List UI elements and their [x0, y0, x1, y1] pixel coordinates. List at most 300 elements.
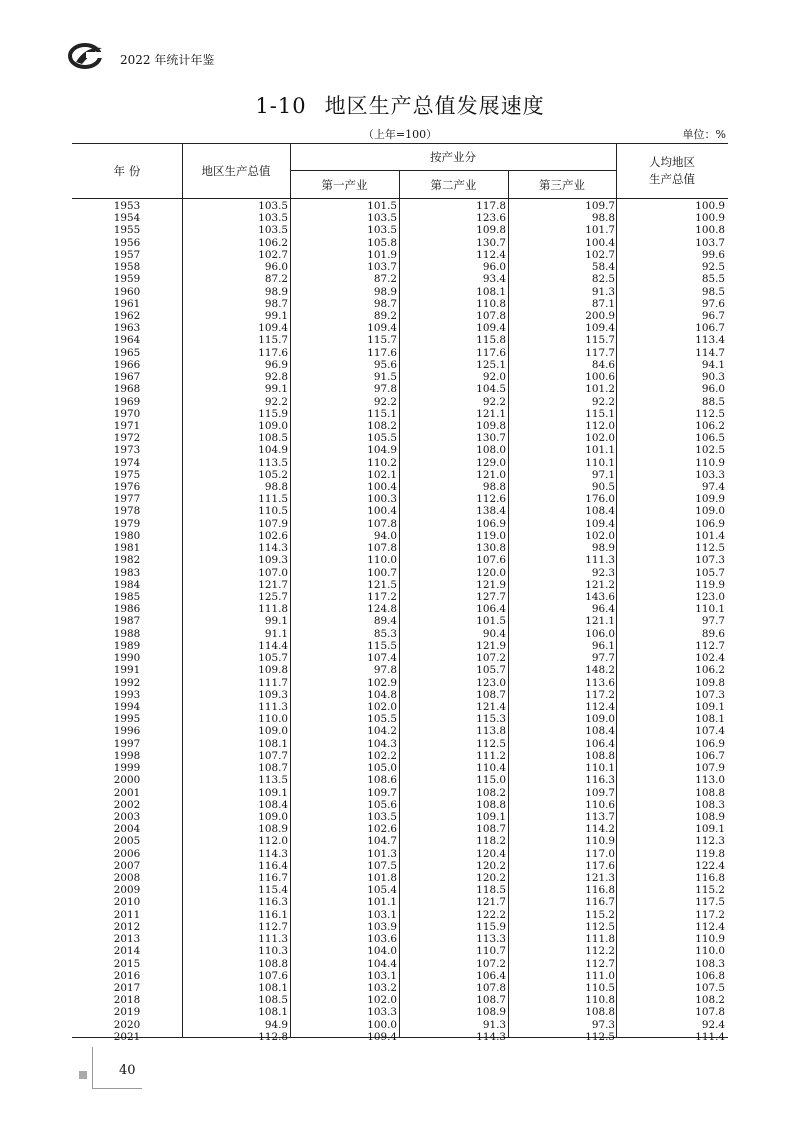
per-capita-cell: 85.5 [701, 273, 725, 286]
table-row [72, 1006, 728, 1018]
table-row [72, 921, 728, 933]
primary-cell: 104.3 [367, 737, 397, 750]
per-capita-cell: 109.8 [695, 676, 725, 689]
table-row [72, 396, 728, 408]
year-cell: 1973 [113, 444, 141, 457]
year-cell: 1958 [113, 261, 141, 274]
yearbook-title: 2022 年统计年鉴 [120, 53, 215, 67]
tertiary-cell: 101.7 [585, 224, 615, 237]
tertiary-cell: 96.4 [591, 603, 615, 616]
gdp-cell: 116.1 [258, 908, 288, 921]
tertiary-cell: 143.6 [585, 591, 615, 603]
per-capita-cell: 108.1 [695, 713, 725, 726]
secondary-cell: 109.4 [476, 322, 506, 335]
table-header [72, 143, 728, 199]
header-per-capita-line1: 人均地区 [649, 155, 695, 169]
year-cell: 1987 [113, 615, 141, 628]
per-capita-cell: 102.4 [695, 652, 725, 665]
year-cell: 1971 [113, 419, 141, 432]
year-cell: 1985 [113, 591, 141, 603]
tertiary-cell: 108.4 [585, 505, 615, 518]
tertiary-cell: 106.4 [585, 737, 615, 750]
secondary-cell: 115.0 [476, 774, 506, 787]
table-row [72, 481, 728, 493]
secondary-cell: 117.6 [476, 346, 506, 359]
tertiary-cell: 121.2 [585, 578, 615, 591]
gdp-cell: 98.8 [264, 481, 288, 494]
year-cell: 2005 [113, 835, 141, 848]
gdp-cell: 103.5 [258, 224, 288, 237]
primary-cell: 117.2 [367, 591, 397, 603]
year-cell: 1970 [113, 407, 141, 420]
tertiary-cell: 200.9 [585, 309, 615, 322]
tertiary-cell: 102.7 [585, 248, 615, 261]
gdp-cell: 105.2 [258, 468, 288, 481]
secondary-cell: 130.8 [476, 542, 506, 555]
year-cell: 1995 [113, 713, 141, 726]
primary-cell: 115.5 [367, 639, 397, 652]
tertiary-cell: 90.5 [591, 481, 615, 494]
gdp-cell: 107.0 [258, 566, 288, 579]
gdp-cell: 102.7 [258, 248, 288, 261]
tertiary-cell: 100.4 [585, 236, 615, 249]
primary-cell: 100.4 [367, 505, 397, 518]
secondary-cell: 115.3 [476, 713, 506, 726]
secondary-cell: 122.2 [476, 908, 506, 921]
tertiary-cell: 121.1 [585, 615, 615, 628]
secondary-cell: 107.2 [476, 652, 506, 665]
primary-cell: 104.2 [367, 725, 397, 738]
secondary-cell: 107.8 [476, 309, 506, 322]
gdp-cell: 114.3 [258, 847, 288, 860]
year-cell: 2001 [113, 786, 141, 799]
secondary-cell: 108.7 [476, 823, 506, 836]
per-capita-cell: 107.3 [695, 554, 725, 567]
secondary-cell: 108.2 [476, 786, 506, 799]
primary-cell: 110.0 [367, 554, 397, 567]
secondary-cell: 120.4 [476, 847, 506, 860]
secondary-cell: 104.5 [476, 383, 506, 396]
primary-cell: 101.5 [367, 200, 397, 212]
tertiary-cell: 110.8 [585, 994, 615, 1007]
table-row [72, 982, 728, 994]
per-capita-cell: 117.2 [695, 908, 725, 921]
year-cell: 1972 [113, 432, 141, 445]
per-capita-cell: 108.3 [695, 957, 725, 970]
primary-cell: 97.8 [373, 664, 397, 677]
primary-cell: 101.9 [367, 248, 397, 261]
primary-cell: 107.4 [367, 652, 397, 665]
per-capita-cell: 107.9 [695, 762, 725, 775]
table-row [72, 237, 728, 249]
table-row [72, 896, 728, 908]
table-row [72, 1019, 728, 1031]
tertiary-cell: 176.0 [585, 493, 615, 506]
secondary-cell: 117.8 [476, 200, 506, 212]
tertiary-cell: 82.5 [591, 273, 615, 286]
year-cell: 1994 [113, 700, 141, 713]
primary-cell: 105.8 [367, 236, 397, 249]
table-subtitle: （上年=100） [362, 128, 438, 141]
secondary-cell: 96.0 [482, 261, 506, 274]
table-rows [72, 200, 728, 1043]
table-row [72, 530, 728, 542]
primary-cell: 109.7 [367, 786, 397, 799]
gdp-cell: 111.3 [258, 700, 288, 713]
primary-cell: 95.6 [373, 358, 397, 371]
year-cell: 1979 [113, 517, 141, 530]
per-capita-cell: 103.7 [695, 236, 725, 249]
table-row [72, 432, 728, 444]
primary-cell: 101.1 [367, 896, 397, 909]
primary-cell: 104.7 [367, 835, 397, 848]
secondary-cell: 121.0 [476, 468, 506, 481]
gdp-cell: 107.6 [258, 969, 288, 982]
tertiary-cell: 111.8 [585, 933, 615, 946]
primary-cell: 115.7 [367, 334, 397, 347]
primary-cell: 102.6 [367, 823, 397, 836]
per-capita-cell: 106.5 [695, 432, 725, 445]
year-cell: 1981 [113, 542, 141, 555]
gdp-cell: 96.0 [264, 261, 288, 274]
per-capita-cell: 110.9 [695, 933, 725, 946]
table-row [72, 505, 728, 517]
secondary-cell: 90.4 [482, 627, 506, 640]
primary-cell: 104.8 [367, 688, 397, 701]
per-capita-cell: 107.4 [695, 725, 725, 738]
tertiary-cell: 112.2 [585, 945, 615, 958]
tertiary-cell: 109.4 [585, 517, 615, 530]
per-capita-cell: 102.5 [695, 444, 725, 457]
primary-cell: 102.0 [367, 700, 397, 713]
header-secondary: 第二产业 [430, 177, 477, 192]
table-row [72, 970, 728, 982]
tertiary-cell: 92.3 [591, 566, 615, 579]
table-row [72, 493, 728, 505]
secondary-cell: 109.1 [476, 810, 506, 823]
tertiary-cell: 111.3 [585, 554, 615, 567]
gdp-cell: 99.1 [264, 383, 288, 396]
header-gdp: 地区生产总值 [201, 164, 271, 178]
tertiary-cell: 108.8 [585, 1006, 615, 1019]
year-cell: 2000 [113, 774, 141, 787]
year-cell: 1978 [113, 505, 141, 518]
per-capita-cell: 96.7 [701, 309, 725, 322]
secondary-cell: 121.4 [476, 700, 506, 713]
header-by-industry: 按产业分 [430, 150, 476, 164]
primary-cell: 100.3 [367, 493, 397, 506]
tertiary-cell: 117.2 [585, 688, 615, 701]
year-cell: 2011 [113, 908, 141, 921]
per-capita-cell: 112.7 [695, 639, 725, 652]
gdp-cell: 115.7 [258, 334, 288, 347]
secondary-cell: 112.4 [476, 248, 506, 261]
per-capita-cell: 111.4 [695, 1030, 725, 1043]
table-row [72, 652, 728, 664]
secondary-cell: 92.0 [482, 371, 506, 384]
gdp-cell: 103.5 [258, 212, 288, 225]
year-cell: 2004 [113, 823, 141, 836]
year-cell: 1975 [113, 468, 141, 481]
primary-cell: 103.5 [367, 212, 397, 225]
per-capita-cell: 109.1 [695, 700, 725, 713]
per-capita-cell: 110.0 [695, 945, 725, 958]
gdp-cell: 114.4 [258, 639, 288, 652]
primary-cell: 110.2 [367, 456, 397, 469]
tertiary-cell: 102.0 [585, 529, 615, 542]
per-capita-cell: 106.9 [695, 517, 725, 530]
secondary-cell: 107.2 [476, 957, 506, 970]
year-cell: 1965 [113, 346, 141, 359]
secondary-cell: 106.9 [476, 517, 506, 530]
tertiary-cell: 98.8 [591, 212, 615, 225]
gdp-cell: 92.2 [264, 395, 288, 408]
per-capita-cell: 103.3 [695, 468, 725, 481]
gdp-cell: 112.0 [258, 835, 288, 848]
year-cell: 1954 [113, 212, 141, 225]
per-capita-cell: 112.4 [695, 920, 725, 933]
secondary-cell: 107.6 [476, 554, 506, 567]
per-capita-cell: 112.5 [695, 542, 725, 555]
gdp-cell: 110.0 [258, 713, 288, 726]
primary-cell: 98.9 [373, 285, 397, 298]
per-capita-cell: 116.8 [695, 872, 725, 885]
primary-cell: 124.8 [367, 603, 397, 616]
gdp-cell: 109.3 [258, 554, 288, 567]
year-cell: 1988 [113, 627, 141, 640]
table-row [72, 554, 728, 566]
table-row [72, 750, 728, 762]
primary-cell: 85.3 [373, 627, 397, 640]
table-row [72, 212, 728, 224]
secondary-cell: 108.7 [476, 688, 506, 701]
gdp-cell: 94.9 [264, 1018, 288, 1031]
tertiary-cell: 97.7 [591, 652, 615, 665]
primary-cell: 87.2 [373, 273, 397, 286]
year-cell: 1964 [113, 334, 141, 347]
secondary-cell: 112.5 [476, 737, 506, 750]
secondary-cell: 106.4 [476, 969, 506, 982]
per-capita-cell: 89.6 [701, 627, 725, 640]
per-capita-cell: 109.9 [695, 493, 725, 506]
year-cell: 1984 [113, 578, 141, 591]
secondary-cell: 129.0 [476, 456, 506, 469]
primary-cell: 101.8 [367, 872, 397, 885]
table-row [72, 408, 728, 420]
per-capita-cell: 119.9 [695, 578, 725, 591]
table-row [72, 872, 728, 884]
secondary-cell: 107.8 [476, 982, 506, 994]
primary-cell: 105.6 [367, 798, 397, 811]
gdp-cell: 111.8 [258, 603, 288, 616]
secondary-cell: 113.8 [476, 725, 506, 738]
secondary-cell: 106.4 [476, 603, 506, 616]
tertiary-cell: 148.2 [585, 664, 615, 677]
gdp-cell: 102.6 [258, 529, 288, 542]
gdp-cell: 96.9 [264, 358, 288, 371]
primary-cell: 105.4 [367, 884, 397, 897]
tertiary-cell: 112.5 [585, 920, 615, 933]
gdp-cell: 115.9 [258, 407, 288, 420]
primary-cell: 102.0 [367, 994, 397, 1007]
primary-cell: 102.9 [367, 676, 397, 689]
gdp-cell: 125.7 [258, 591, 288, 603]
gdp-cell: 107.9 [258, 517, 288, 530]
year-cell: 1957 [113, 248, 141, 261]
primary-cell: 104.9 [367, 444, 397, 457]
per-capita-cell: 97.7 [701, 615, 725, 628]
primary-cell: 91.5 [373, 371, 397, 384]
gdp-cell: 111.7 [258, 676, 288, 689]
gdp-cell: 116.4 [258, 859, 288, 872]
table-row [72, 860, 728, 872]
per-capita-cell: 106.7 [695, 749, 725, 762]
per-capita-cell: 92.5 [701, 261, 725, 274]
year-cell: 2002 [113, 798, 141, 811]
table-row [72, 371, 728, 383]
table-row [72, 884, 728, 896]
per-capita-cell: 92.4 [701, 1018, 725, 1031]
primary-cell: 97.8 [373, 383, 397, 396]
table-row [72, 811, 728, 823]
year-cell: 2008 [113, 872, 141, 885]
gdp-cell: 108.1 [258, 1006, 288, 1019]
tertiary-cell: 101.2 [585, 383, 615, 396]
year-cell: 2012 [113, 920, 141, 933]
tertiary-cell: 84.6 [591, 358, 615, 371]
secondary-cell: 121.9 [476, 639, 506, 652]
table-row [72, 615, 728, 627]
table-title [0, 90, 800, 120]
primary-cell: 104.0 [367, 945, 397, 958]
year-cell: 2007 [113, 859, 141, 872]
primary-cell: 94.0 [373, 529, 397, 542]
tertiary-cell: 112.7 [585, 957, 615, 970]
table-row [72, 933, 728, 945]
per-capita-cell: 106.7 [695, 322, 725, 335]
primary-cell: 98.7 [373, 297, 397, 310]
tertiary-cell: 58.4 [591, 261, 615, 274]
per-capita-cell: 100.9 [695, 200, 725, 212]
secondary-cell: 125.1 [476, 358, 506, 371]
year-cell: 1967 [113, 371, 141, 384]
tertiary-cell: 115.7 [585, 334, 615, 347]
table-number: 1-10 [255, 94, 307, 118]
year-cell: 2016 [113, 969, 141, 982]
per-capita-cell: 96.0 [701, 383, 725, 396]
primary-cell: 89.2 [373, 309, 397, 322]
table-row [72, 322, 728, 334]
table-row [72, 713, 728, 725]
table-row [72, 359, 728, 371]
growth-table [72, 143, 728, 1043]
header-year: 年 份 [113, 164, 141, 178]
table-row [72, 383, 728, 395]
tertiary-cell: 110.5 [585, 982, 615, 994]
gdp-cell: 99.1 [264, 309, 288, 322]
secondary-cell: 120.2 [476, 872, 506, 885]
primary-cell: 107.8 [367, 542, 397, 555]
table-row [72, 689, 728, 701]
gdp-cell: 98.9 [264, 285, 288, 298]
header-per-capita [616, 144, 728, 198]
per-capita-cell: 110.9 [695, 456, 725, 469]
year-cell: 2006 [113, 847, 141, 860]
table-row [72, 848, 728, 860]
table-row [72, 518, 728, 530]
tertiary-cell: 97.1 [591, 468, 615, 481]
secondary-cell: 111.2 [476, 749, 506, 762]
table-row [72, 603, 728, 615]
secondary-cell: 120.0 [476, 566, 506, 579]
year-cell: 1974 [113, 456, 141, 469]
secondary-cell: 118.5 [476, 884, 506, 897]
table-row [72, 664, 728, 676]
primary-cell: 103.7 [367, 261, 397, 274]
gdp-cell: 109.4 [258, 322, 288, 335]
secondary-cell: 118.2 [476, 835, 506, 848]
tertiary-cell: 112.0 [585, 419, 615, 432]
gdp-cell: 109.0 [258, 725, 288, 738]
year-cell: 1977 [113, 493, 141, 506]
tertiary-cell: 117.7 [585, 346, 615, 359]
tertiary-cell: 109.7 [585, 786, 615, 799]
tertiary-cell: 117.6 [585, 859, 615, 872]
tertiary-cell: 108.4 [585, 725, 615, 738]
primary-cell: 108.2 [367, 419, 397, 432]
year-cell: 2021 [113, 1030, 141, 1043]
tertiary-cell: 110.1 [585, 456, 615, 469]
tertiary-cell: 116.3 [585, 774, 615, 787]
per-capita-cell: 106.2 [695, 419, 725, 432]
table-row [72, 298, 728, 310]
per-capita-cell: 97.6 [701, 297, 725, 310]
footer-rule-horizontal [92, 1088, 142, 1089]
gdp-cell: 103.5 [258, 200, 288, 212]
per-capita-cell: 119.8 [695, 847, 725, 860]
year-cell: 1976 [113, 481, 141, 494]
primary-cell: 103.1 [367, 969, 397, 982]
tertiary-cell: 108.8 [585, 749, 615, 762]
primary-cell: 103.5 [367, 810, 397, 823]
primary-cell: 103.5 [367, 224, 397, 237]
year-cell: 1982 [113, 554, 141, 567]
secondary-cell: 93.4 [482, 273, 506, 286]
gdp-cell: 111.5 [258, 493, 288, 506]
gdp-cell: 121.7 [258, 578, 288, 591]
secondary-cell: 130.7 [476, 432, 506, 445]
per-capita-cell: 108.8 [695, 786, 725, 799]
gdp-cell: 108.7 [258, 762, 288, 775]
primary-cell: 103.2 [367, 982, 397, 994]
footer-square [79, 1071, 87, 1079]
secondary-cell: 105.7 [476, 664, 506, 677]
secondary-cell: 109.8 [476, 224, 506, 237]
year-cell: 1963 [113, 322, 141, 335]
per-capita-cell: 105.7 [695, 566, 725, 579]
gdp-cell: 109.3 [258, 688, 288, 701]
per-capita-cell: 107.3 [695, 688, 725, 701]
primary-cell: 115.1 [367, 407, 397, 420]
gdp-cell: 98.7 [264, 297, 288, 310]
year-cell: 1959 [113, 273, 141, 286]
gdp-cell: 91.1 [264, 627, 288, 640]
tertiary-cell: 110.9 [585, 835, 615, 848]
secondary-cell: 138.4 [476, 505, 506, 518]
year-cell: 1983 [113, 566, 141, 579]
per-capita-cell: 98.5 [701, 285, 725, 298]
primary-cell: 103.1 [367, 908, 397, 921]
